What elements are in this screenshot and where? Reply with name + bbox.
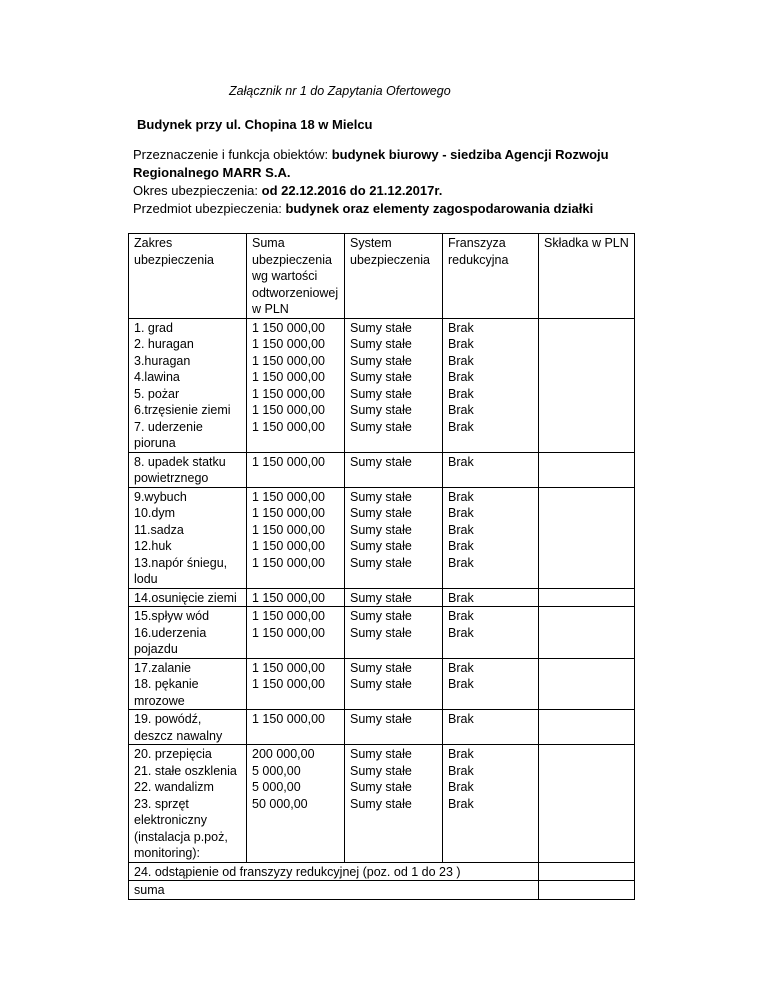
- cell-scope: [129, 487, 247, 588]
- cell-line: 1 150 000,00: [252, 712, 325, 726]
- cell-line: 1 150 000,00: [252, 419, 325, 434]
- cell-line: Sumy stałe: [350, 386, 412, 401]
- cell-line: 5 000,00: [252, 763, 301, 778]
- cell-line: Brak: [448, 609, 474, 623]
- cell-line: Brak: [448, 454, 474, 469]
- cell-line: Sumy stałe: [350, 353, 412, 368]
- cell-line: Sumy stałe: [350, 590, 412, 605]
- cell-line: Sumy stałe: [350, 539, 412, 553]
- cell-line: Brak: [448, 419, 474, 434]
- cell-line: Sumy stałe: [350, 522, 412, 537]
- cell-line: 14.osunięcie ziemi: [134, 590, 237, 605]
- cell-system: [345, 452, 443, 487]
- attachment-title: Załącznik nr 1 do Zapytania Ofertowego: [229, 84, 451, 98]
- sum-cell: suma: [129, 881, 539, 900]
- cell-line: Brak: [448, 522, 474, 537]
- table-header-row: [129, 234, 635, 319]
- cell-line: 13.napór śniegu, lodu: [134, 555, 228, 586]
- cell-line: 10.dym: [134, 506, 175, 520]
- cell-sum: [247, 658, 345, 710]
- cell-franchise: [443, 607, 539, 659]
- cell-line: 17.zalanie: [134, 660, 191, 675]
- subject-value: budynek oraz elementy zagospodarowania działki: [285, 201, 594, 216]
- cell-line: 5 000,00: [252, 780, 301, 794]
- header-sum: Suma ubezpieczenia wg wartości odtworzeniowej w PLN: [247, 234, 345, 319]
- cell-line: 7. uderzenie pioruna: [134, 419, 203, 450]
- cell-line: 1 150 000,00: [252, 403, 325, 417]
- cell-sum: [247, 607, 345, 659]
- cell-line: 1 150 000,00: [252, 320, 325, 335]
- cell-line: 2. huragan: [134, 337, 194, 351]
- cell-line: 50 000,00: [252, 796, 308, 811]
- cell-line: Brak: [448, 712, 474, 726]
- cell-line: Sumy stałe: [350, 320, 412, 335]
- cell-line: Sumy stałe: [350, 506, 412, 520]
- cell-line: 16.uderzenia pojazdu: [134, 625, 207, 656]
- sum-row: [129, 881, 635, 900]
- cell-line: 1 150 000,00: [252, 386, 325, 401]
- cell-line: 23. sprzęt elektroniczny (instalacja p.poż, monitoring):: [134, 796, 228, 860]
- cell-line: 3.huragan: [134, 353, 191, 368]
- cell-line: 1 150 000,00: [252, 677, 325, 691]
- table-row: [129, 607, 635, 659]
- cell-system: [345, 745, 443, 863]
- insurance-info: [133, 146, 653, 218]
- cell-sum: [247, 588, 345, 607]
- cell-line: Sumy stałe: [350, 370, 412, 384]
- cell-sum: [247, 318, 345, 452]
- cell-line: Brak: [448, 320, 474, 335]
- cell-line: 1 150 000,00: [252, 660, 325, 675]
- cell-sum: [247, 452, 345, 487]
- cell-line: 9.wybuch: [134, 489, 187, 504]
- cell-system: [345, 607, 443, 659]
- cell-line: 21. stałe oszklenia: [134, 763, 237, 778]
- header-scope: Zakres ubezpieczenia: [129, 234, 247, 319]
- cell-line: 8. upadek statku powietrznego: [134, 454, 226, 485]
- purpose-label: Przeznaczenie i funkcja obiektów:: [133, 147, 332, 162]
- cell-scope: [129, 658, 247, 710]
- cell-premium: [539, 710, 635, 745]
- cell-line: Brak: [448, 625, 474, 640]
- cell-scope: [129, 710, 247, 745]
- cell-line: 1 150 000,00: [252, 489, 325, 504]
- cell-system: [345, 658, 443, 710]
- purpose-value: budynek biurowy - siedziba Agencji Rozwoju Regionalnego MARR S.A.: [133, 147, 609, 180]
- subject-label: Przedmiot ubezpieczenia:: [133, 201, 286, 216]
- cell-premium: [539, 487, 635, 588]
- cell-line: Brak: [448, 489, 474, 504]
- purpose-line: [133, 146, 653, 182]
- subject-line: [133, 200, 653, 218]
- header-system: System ubezpieczenia: [345, 234, 443, 319]
- cell-line: Brak: [448, 555, 474, 570]
- cell-line: Brak: [448, 780, 474, 794]
- cell-sum: [247, 745, 345, 863]
- cell-line: Brak: [448, 337, 474, 351]
- cell-line: Sumy stałe: [350, 712, 412, 726]
- cell-franchise: [443, 318, 539, 452]
- cell-system: [345, 487, 443, 588]
- table-row: [129, 710, 635, 745]
- cell-line: Sumy stałe: [350, 454, 412, 469]
- insurance-table: [128, 233, 635, 900]
- cell-premium: [539, 588, 635, 607]
- cell-line: 1 150 000,00: [252, 370, 325, 384]
- building-heading: Budynek przy ul. Chopina 18 w Mielcu: [137, 117, 373, 132]
- cell-line: Sumy stałe: [350, 419, 412, 434]
- cell-line: 6.trzęsienie ziemi: [134, 403, 231, 417]
- cell-line: Brak: [448, 590, 474, 605]
- period-line: [133, 182, 653, 200]
- table-row: [129, 487, 635, 588]
- table-row: [129, 658, 635, 710]
- cell-scope: [129, 452, 247, 487]
- cell-line: 1 150 000,00: [252, 506, 325, 520]
- cell-line: Sumy stałe: [350, 489, 412, 504]
- cell-scope: [129, 318, 247, 452]
- cell-scope: [129, 607, 247, 659]
- table-row: [129, 318, 635, 452]
- cell-premium: [539, 607, 635, 659]
- header-premium: Składka w PLN: [539, 234, 635, 319]
- cell-line: 1 150 000,00: [252, 609, 325, 623]
- cell-scope: [129, 588, 247, 607]
- cell-line: Sumy stałe: [350, 747, 412, 761]
- period-label: Okres ubezpieczenia:: [133, 183, 262, 198]
- cell-line: Brak: [448, 370, 474, 384]
- cell-line: Sumy stałe: [350, 625, 412, 640]
- cell-line: Sumy stałe: [350, 677, 412, 691]
- cell-line: 1 150 000,00: [252, 522, 325, 537]
- cell-sum: [247, 710, 345, 745]
- cell-line: 1 150 000,00: [252, 353, 325, 368]
- cell-premium: [539, 318, 635, 452]
- cell-premium: [539, 745, 635, 863]
- cell-line: 1. grad: [134, 320, 173, 335]
- cell-line: Sumy stałe: [350, 337, 412, 351]
- cell-line: Sumy stałe: [350, 555, 412, 570]
- cell-franchise: [443, 487, 539, 588]
- table-row: [129, 452, 635, 487]
- cell-premium: [539, 452, 635, 487]
- cell-scope: [129, 745, 247, 863]
- cell-franchise: [443, 745, 539, 863]
- table-row: [129, 745, 635, 863]
- cell-line: Sumy stałe: [350, 403, 412, 417]
- cell-line: Sumy stałe: [350, 660, 412, 675]
- cell-line: 11.sadza: [134, 522, 184, 537]
- cell-line: Brak: [448, 386, 474, 401]
- cell-line: 1 150 000,00: [252, 625, 325, 640]
- cell-line: Sumy stałe: [350, 763, 412, 778]
- waiver-row: [129, 862, 635, 881]
- cell-line: 15.spływ wód: [134, 609, 210, 623]
- cell-line: 1 150 000,00: [252, 590, 325, 605]
- period-value: od 22.12.2016 do 21.12.2017r.: [261, 183, 443, 198]
- cell-line: Brak: [448, 747, 474, 761]
- table-row: [129, 588, 635, 607]
- cell-line: Brak: [448, 796, 474, 811]
- cell-line: 1 150 000,00: [252, 454, 325, 469]
- cell-sum: [247, 487, 345, 588]
- cell-system: [345, 318, 443, 452]
- cell-line: 20. przepięcia: [134, 747, 212, 761]
- cell-franchise: [443, 710, 539, 745]
- cell-line: 1 150 000,00: [252, 555, 325, 570]
- cell-line: 22. wandalizm: [134, 780, 214, 794]
- cell-line: 1 150 000,00: [252, 539, 325, 553]
- cell-line: 4.lawina: [134, 370, 180, 384]
- cell-franchise: [443, 658, 539, 710]
- cell-line: 200 000,00: [252, 747, 315, 761]
- cell-system: [345, 710, 443, 745]
- waiver-cell: 24. odstąpienie od franszyzy redukcyjnej (poz. od 1 do 23 ): [129, 862, 539, 881]
- cell-line: 19. powódź, deszcz nawalny: [134, 712, 223, 743]
- cell-premium: [539, 658, 635, 710]
- cell-line: Sumy stałe: [350, 780, 412, 794]
- cell-line: 12.huk: [134, 539, 172, 553]
- cell-line: Brak: [448, 403, 474, 417]
- cell-franchise: [443, 452, 539, 487]
- cell-line: Brak: [448, 353, 474, 368]
- cell-line: Sumy stałe: [350, 609, 412, 623]
- cell-line: 5. pożar: [134, 386, 180, 401]
- cell-line: Brak: [448, 677, 474, 691]
- cell-line: 18. pękanie mrozowe: [134, 677, 199, 708]
- cell-line: Brak: [448, 506, 474, 520]
- cell-line: 1 150 000,00: [252, 337, 325, 351]
- cell-line: Brak: [448, 539, 474, 553]
- cell-line: Brak: [448, 763, 474, 778]
- cell-line: Sumy stałe: [350, 796, 412, 811]
- cell-premium: [539, 862, 635, 881]
- cell-line: Brak: [448, 660, 474, 675]
- cell-franchise: [443, 588, 539, 607]
- header-franchise: Franszyza redukcyjna: [443, 234, 539, 319]
- cell-system: [345, 588, 443, 607]
- cell-premium: [539, 881, 635, 900]
